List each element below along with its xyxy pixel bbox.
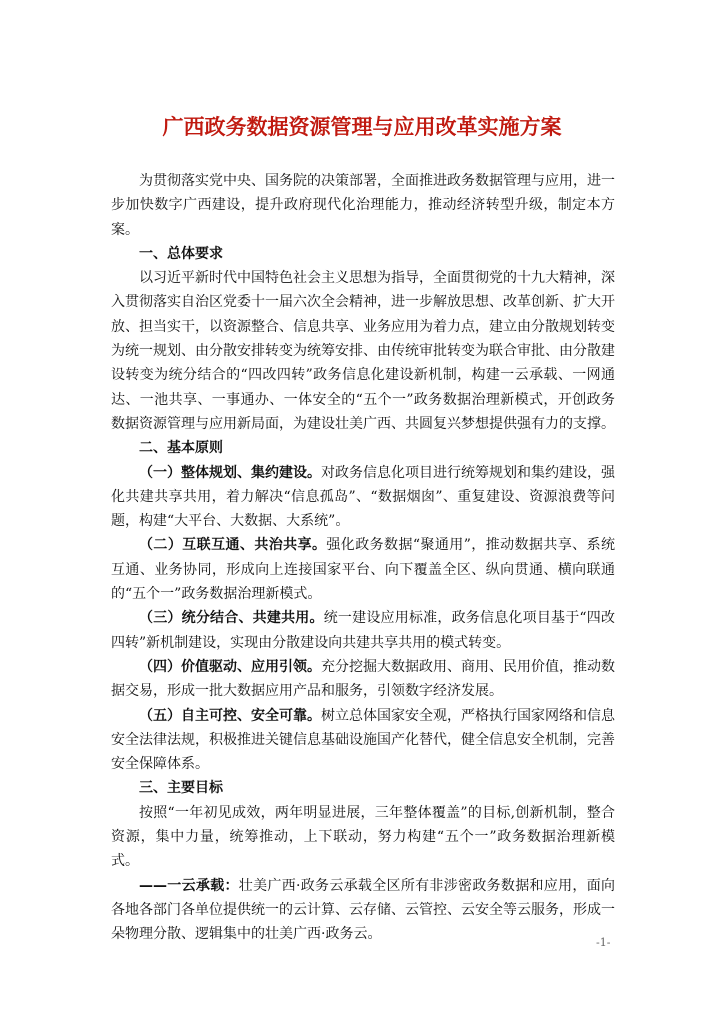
principle-text: 强化政务数据“聚通用”，推动数据共享、系统互通、业务协同，形成向上连接国家平台、向下覆盖全区、纵向贯通、横向联通的“五个一”政务数据治理新模式。 (111, 537, 615, 603)
section-heading-general-requirements: 一、总体要求 (139, 245, 223, 262)
general-requirements-paragraph: 以习近平新时代中国特色社会主义思想为指导，全面贯彻党的十九大精神，深入贯彻落实自治区党委十一届六次全会精神，进一步解放思想、改革创新、扩大开放、担当实干，以资源整合、信息共享、业务应用为着力点，建立由分散规划转变为统一规划、由分散安排转变为统筹安排、由传统审批转变为联合审批、由分散建设转变为统分结合的“四改四转”政务信息化建设新机制，构建一云承载、一网通达、一池共享、一事通办、一体安全的“五个一”政务数据治理新模式，开创政务数据资源管理与应用新局面，为建设壮美广西、共圆复兴梦想提供强有力的支撑。 (111, 270, 615, 432)
goal-item-paragraph (111, 874, 615, 947)
principle-text: 树立总体国家安全观，严格执行国家网络和信息安全法律法规，积极推进关键信息基础设施国产化替代，健全信息安全机制，完善安全保障体系。 (111, 707, 615, 773)
principle-paragraph (111, 533, 615, 606)
section-heading-main-goals: 三、主要目标 (139, 780, 223, 797)
principle-text: 充分挖掘大数据政用、商用、民用价值，推动数据交易，形成一批大数据应用产品和服务，引领数字经济发展。 (111, 658, 615, 700)
page-number: -1- (596, 936, 611, 949)
principle-label: （五）自主可控、安全可靠。 (139, 707, 321, 724)
goal-item-text: 壮美广西·政务云承载全区所有非涉密政务数据和应用，面向各地各部门各单位提供统一的云计算、云存储、云管控、云安全等云服务，形成一朵物理分散、逻辑集中的壮美广西·政务云。 (111, 877, 616, 943)
intro-paragraph: 为贯彻落实党中央、国务院的决策部署，全面推进政务数据管理与应用，进一步加快数字广西建设，提升政府现代化治理能力，推动经济转型升级，制定本方案。 (111, 173, 615, 238)
principle-label: （四）价值驱动、应用引领。 (139, 658, 321, 675)
document-title: 广西政务数据资源管理与应用改革实施方案 (162, 115, 562, 139)
section-heading-basic-principles: 二、基本原则 (139, 440, 223, 457)
principle-label: （三）统分结合、共建共用。 (139, 610, 324, 627)
principle-text: 对政务信息化项目进行统筹规划和集约建设，强化共建共享共用，着力解决“信息孤岛”、“数据烟囱”、重复建设、资源浪费等问题，构建“大平台、大数据、大系统”。 (111, 464, 615, 530)
principle-paragraph (111, 655, 615, 704)
principle-label: （一）整体规划、集约建设。 (139, 464, 321, 481)
goal-item-label: ——一云承载： (139, 877, 239, 894)
document-body (111, 169, 615, 947)
principle-label: （二）互联互通、共治共享。 (139, 537, 327, 554)
principle-text: 统一建设应用标准，政务信息化项目基于“四改四转”新机制建设，实现由分散建设向共建共享共用的模式转变。 (111, 610, 616, 651)
principle-paragraph (111, 606, 615, 655)
principle-paragraph (111, 704, 615, 777)
principle-paragraph (111, 461, 615, 534)
main-goals-paragraph: 按照“一年初见成效，两年明显进展，三年整体覆盖”的目标,创新机制，整合资源，集中力量，统筹推动，上下联动，努力构建“五个一”政务数据治理新模式。 (111, 804, 615, 870)
